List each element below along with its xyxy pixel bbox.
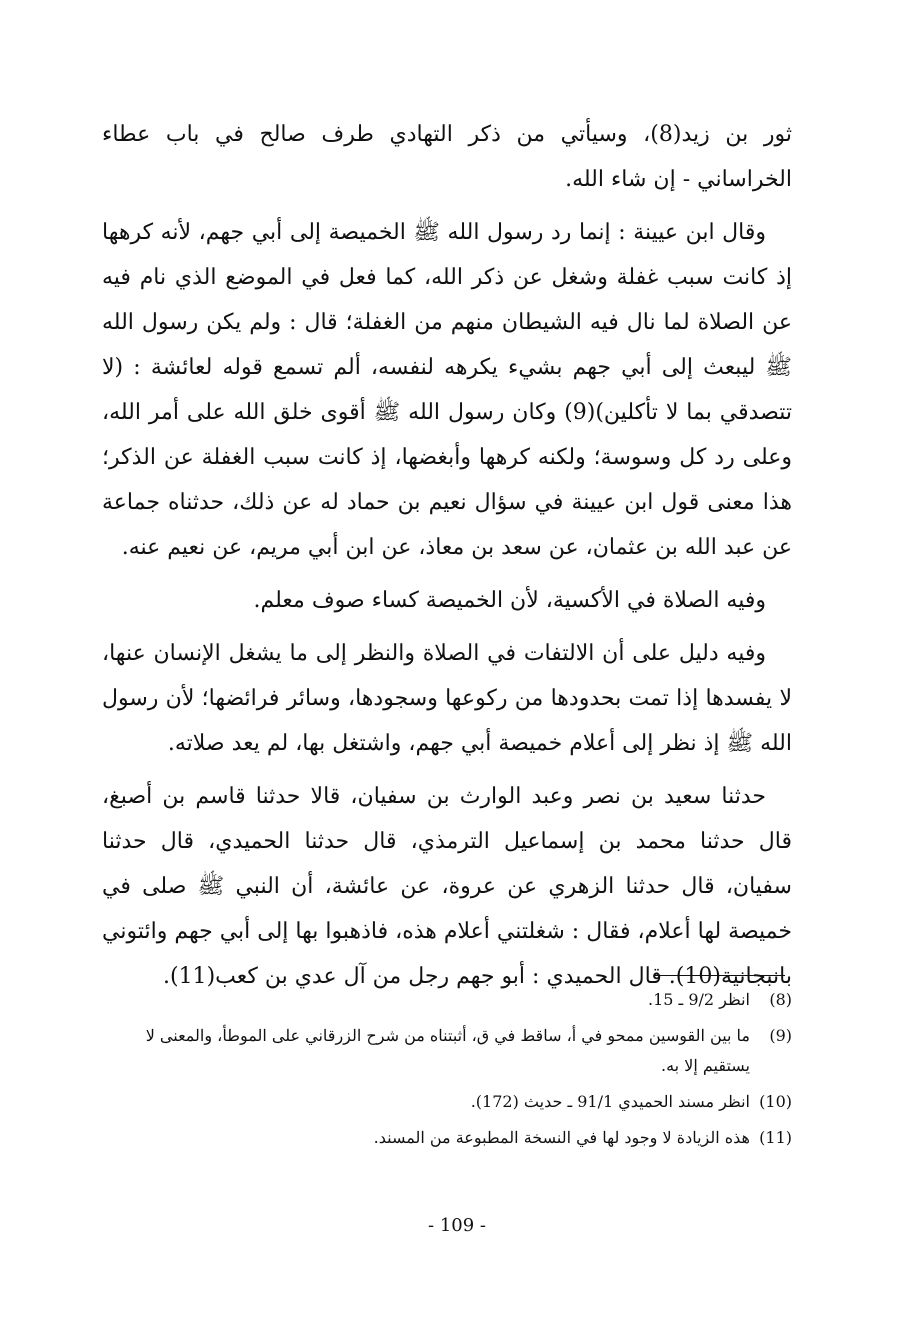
footnote-number: (9): [769, 1026, 792, 1045]
footnote-11: [102, 1123, 792, 1153]
footnote-separator: [655, 975, 785, 976]
footnote-8: [102, 985, 792, 1015]
footnote-9: [102, 1021, 792, 1081]
footnote-number: (11): [759, 1128, 792, 1147]
paragraph-5: حدثنا سعيد بن نصر وعبد الوارث بن سفيان، قالا حدثنا قاسم بن أصبغ، قال حدثنا محمد بن إسماعيل الترمذي، قال حدثنا الحميدي، قال حدثنا سفيان، قال حدثنا الزهري عن عروة، عن عائشة، أن النبي ﷺ صلى في خميصة لها أعلام، فقال : شغلتني أعلام هذه، فاذهبوا بها إلى أبي جهم وائتوني بانبجانية(10). قال الحميدي : أبو جهم رجل من آل عدي بن كعب(11).: [102, 784, 792, 989]
footnote-text: انظر 9/2 ـ 15.: [648, 990, 750, 1009]
paragraph-1: ثور بن زيد(8)، وسيأتي من ذكر التهادي طرف صالح في باب عطاء الخراساني - إن شاء الله.: [102, 122, 792, 192]
footnote-10: [102, 1087, 792, 1117]
page-number: - 109 -: [428, 1215, 486, 1236]
paragraph-4: وفيه دليل على أن الالتفات في الصلاة والنظر إلى ما يشغل الإنسان عنها، لا يفسدها إذا تمت بحدودها من ركوعها وسجودها، وسائر فرائضها؛ لأن رسول الله ﷺ إذ نظر إلى أعلام خميصة أبي جهم، واشتغل بها، لم يعد صلاته.: [102, 641, 792, 756]
main-text: [102, 112, 792, 1007]
paragraph-2: وقال ابن عيينة : إنما رد رسول الله ﷺ الخميصة إلى أبي جهم، لأنه كرهها إذ كانت سبب غفلة وشغل عن ذكر الله، كما فعل في الموضع الذي نام فيه عن الصلاة لما نال فيه الشيطان منهم من الغفلة؛ قال : ولم يكن رسول الله ﷺ ليبعث إلى أبي جهم بشيء يكرهه لنفسه، ألم تسمع قوله لعائشة : (لا تتصدقي بما لا تأكلين)(9) وكان رسول الله ﷺ أقوى خلق الله على أمر الله، وعلى رد كل وسوسة؛ ولكنه كرهها وأبغضها، إذ كانت سبب الغفلة عن الذكر؛ هذا معنى قول ابن عيينة في سؤال نعيم بن حماد له عن ذلك، حدثناه جماعة عن عبد الله بن عثمان، عن سعد بن معاذ، عن ابن أبي مريم، عن نعيم عنه.: [102, 220, 793, 560]
footnote-text: هذه الزيادة لا وجود لها في النسخة المطبوعة من المسند.: [373, 1128, 750, 1147]
paragraph-3: وفيه الصلاة في الأكسية، لأن الخميصة كساء صوف معلم.: [253, 588, 766, 613]
footnote-text: ما بين القوسين ممحو في أ، ساقط في ق، أثبتناه من شرح الزرقاني على الموطأ، والمعنى لا يستقيم إلا به.: [145, 1026, 750, 1075]
footnote-number: (8): [769, 990, 792, 1009]
footnote-text: انظر مسند الحميدي 91/1 ـ حديث (172).: [470, 1092, 750, 1111]
footnotes: [102, 985, 792, 1159]
footnote-number: (10): [759, 1092, 792, 1111]
